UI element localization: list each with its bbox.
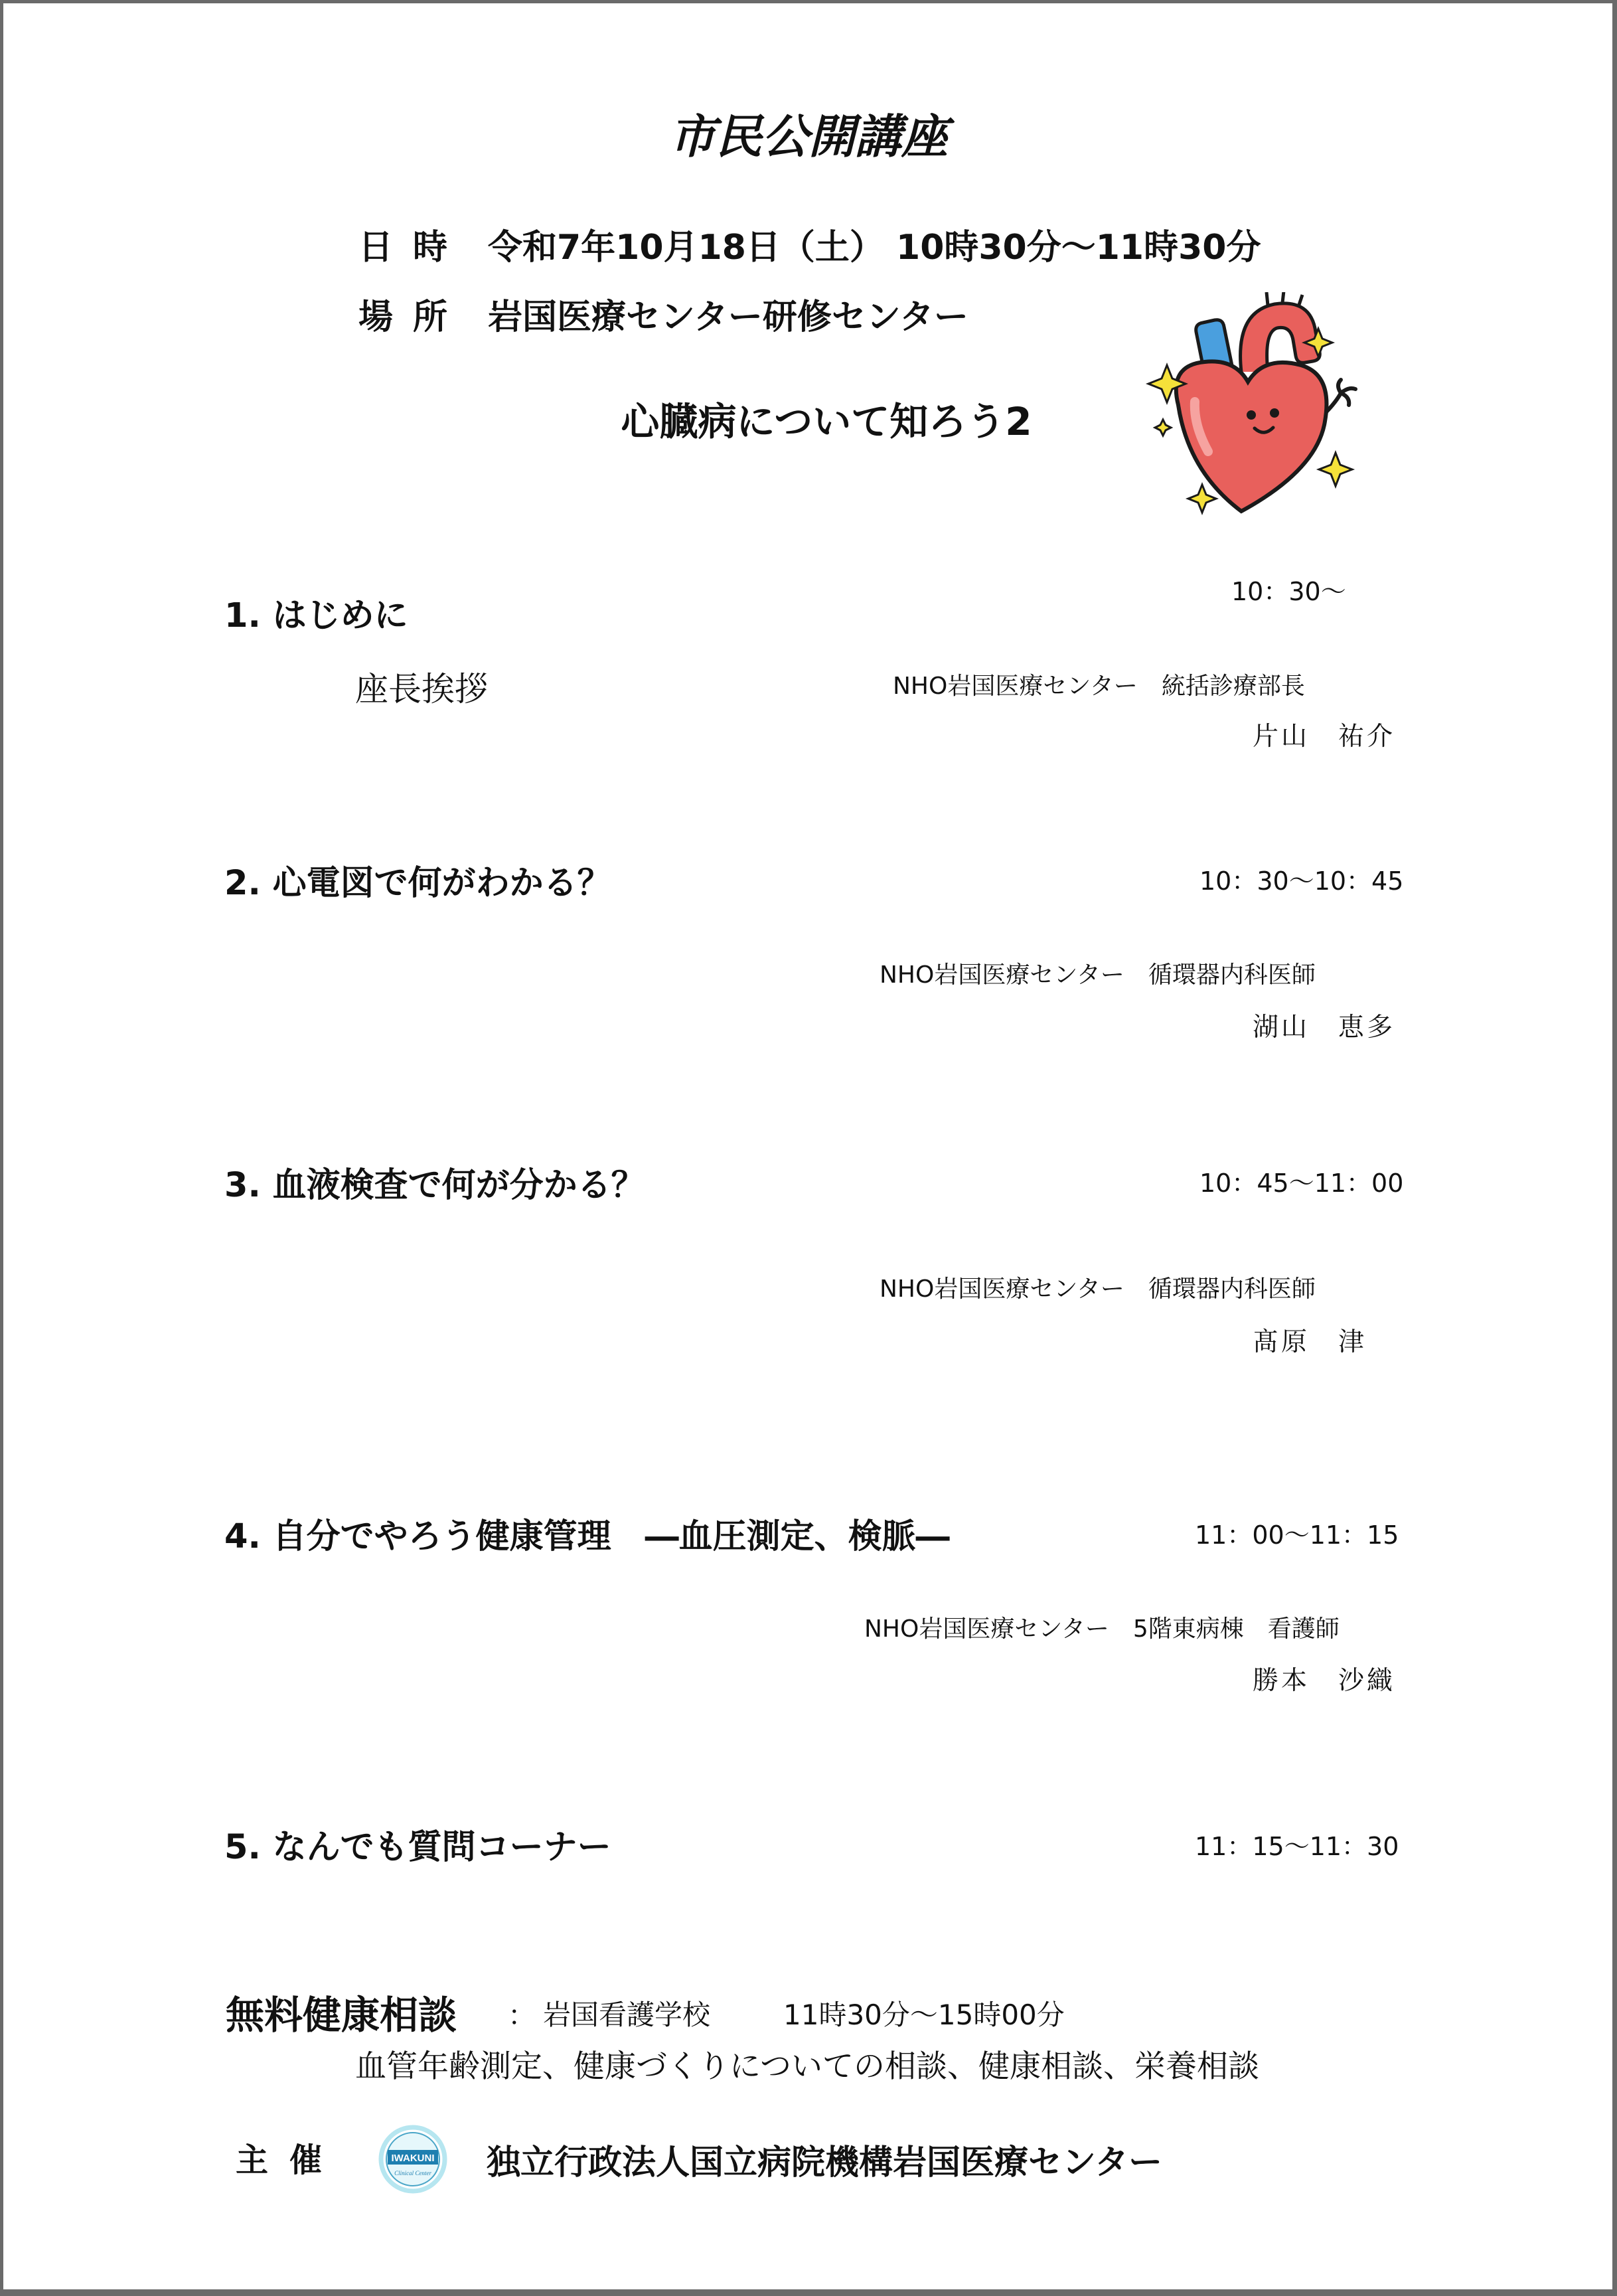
consult-title: 無料健康相談: [226, 1993, 457, 2038]
section-5-title: 5. なんでも質問コーナー: [224, 1828, 611, 1867]
section-1-time: 10：30～: [1231, 577, 1346, 606]
heart-character-icon: [1142, 292, 1361, 531]
date-label: 日時: [358, 228, 468, 268]
logo-text: IWAKUNI: [391, 2153, 435, 2164]
section-4-speaker: 勝本 沙織: [1253, 1666, 1396, 1696]
section-1-affiliation: NHO岩国医療センター 統括診療部長: [893, 673, 1305, 700]
section-4-time: 11：00～11：15: [1195, 1520, 1399, 1550]
section-2-affiliation: NHO岩国医療センター 循環器内科医師: [880, 961, 1316, 989]
section-2-time: 10：30～10：45: [1199, 866, 1404, 896]
consult-details: 血管年齢測定、健康づくりについての相談、健康相談、栄養相談: [355, 2048, 1260, 2085]
date-value: 令和7年10月18日（土） 10時30分～11時30分: [488, 228, 1261, 268]
host-label: 主催: [236, 2141, 344, 2179]
page-title: 市民公開講座: [669, 110, 948, 164]
hospital-logo-icon: [378, 2125, 447, 2194]
consult-location: 岩国看護学校: [543, 1999, 711, 2031]
section-1-speaker: 片山 祐介: [1253, 722, 1396, 752]
place-value: 岩国医療センター研修センター: [488, 297, 968, 337]
consult-separator: ：: [508, 1999, 536, 2032]
section-1-topic: 座長挨拶: [355, 670, 488, 708]
section-4-title: 4. 自分でやろう健康管理 ―血圧測定、検脈―: [224, 1517, 950, 1556]
lecture-subtitle: 心臓病について知ろう2: [621, 399, 1032, 444]
place-label: 場所: [358, 297, 468, 337]
consult-time: 11時30分～15時00分: [783, 1999, 1065, 2031]
section-4-affiliation: NHO岩国医療センター 5階東病棟 看護師: [864, 1615, 1340, 1643]
section-5-time: 11：15～11：30: [1195, 1832, 1399, 1861]
section-3-affiliation: NHO岩国医療センター 循環器内科医師: [880, 1275, 1316, 1303]
section-2-speaker: 湖山 恵多: [1253, 1013, 1396, 1042]
section-2-title: 2. 心電図で何がわかる？: [224, 864, 611, 903]
section-3-title: 3. 血液検査で何が分かる？: [224, 1166, 645, 1205]
section-1-title: 1. はじめに: [224, 596, 408, 635]
section-3-time: 10：45～11：00: [1199, 1169, 1404, 1198]
host-name: 独立行政法人国立病院機構岩国医療センター: [487, 2143, 1162, 2182]
logo-subtext: Clinical Center: [394, 2170, 431, 2176]
section-3-speaker: 髙原 津: [1253, 1327, 1367, 1357]
